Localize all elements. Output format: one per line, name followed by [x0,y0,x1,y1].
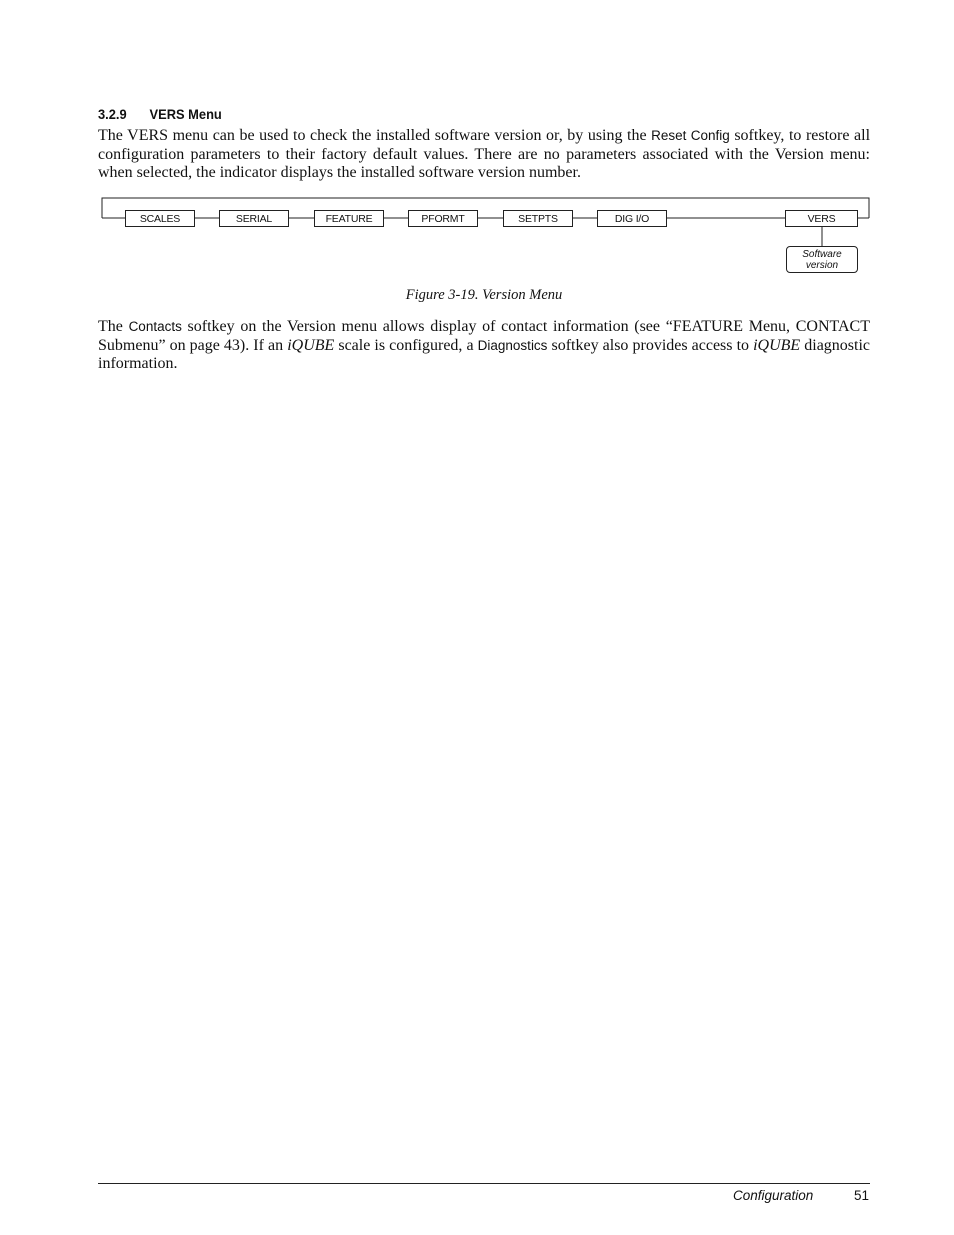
para2-text-e: diagnostic information. [98,336,871,372]
para2-text-c: scale is configured, a [334,336,478,354]
para2-text-d: softkey also provides access to [547,336,754,354]
menu-box-feature: FEATURE [314,210,384,227]
param-line-1: Software [802,249,842,260]
contacts-paragraph [98,318,870,374]
para2-text-a: The [98,318,129,335]
section-heading [98,106,222,122]
para2-text-b: softkey on the Version menu allows display of contact information (see “FEATURE Menu, CONTACT Submenu” on page 43). If an [98,318,870,354]
footer-page-number: 51 [854,1188,870,1203]
figure-caption: Figure 3-19. Version Menu [405,287,563,303]
footer-section-name: Configuration [733,1188,814,1203]
menu-box-scales: SCALES [125,210,195,227]
intro-paragraph [98,127,870,183]
menu-box-dig-io: DIG I/O [597,210,667,227]
section-number: 3.2.9 [98,106,127,122]
software-version-parameter-box [786,246,858,273]
reset-config-softkey-label: Reset Config [651,128,730,143]
para1-text-a: The VERS menu can be used to check the installed software version or, by using the [98,127,652,144]
menu-box-serial: SERIAL [219,210,289,227]
menu-box-pformt: PFORMT [408,210,478,227]
param-line-2: version [805,260,839,271]
menu-box-setpts: SETPTS [503,210,573,227]
contacts-softkey-label: Contacts [128,319,182,334]
para1-text-b: softkey, to restore all configuration parameters to their factory default values. There are no parameters associated with the Version menu: when selected, the indicator displays the installed software version number. [98,127,871,181]
section-title: VERS Menu [149,106,222,122]
menu-box-vers: VERS [785,210,858,227]
footer-divider [98,1183,870,1184]
diagnostics-softkey-label: Diagnostics [477,337,548,353]
iqube-term-2: iQUBE [753,336,801,354]
iqube-term-1: iQUBE [287,336,335,354]
